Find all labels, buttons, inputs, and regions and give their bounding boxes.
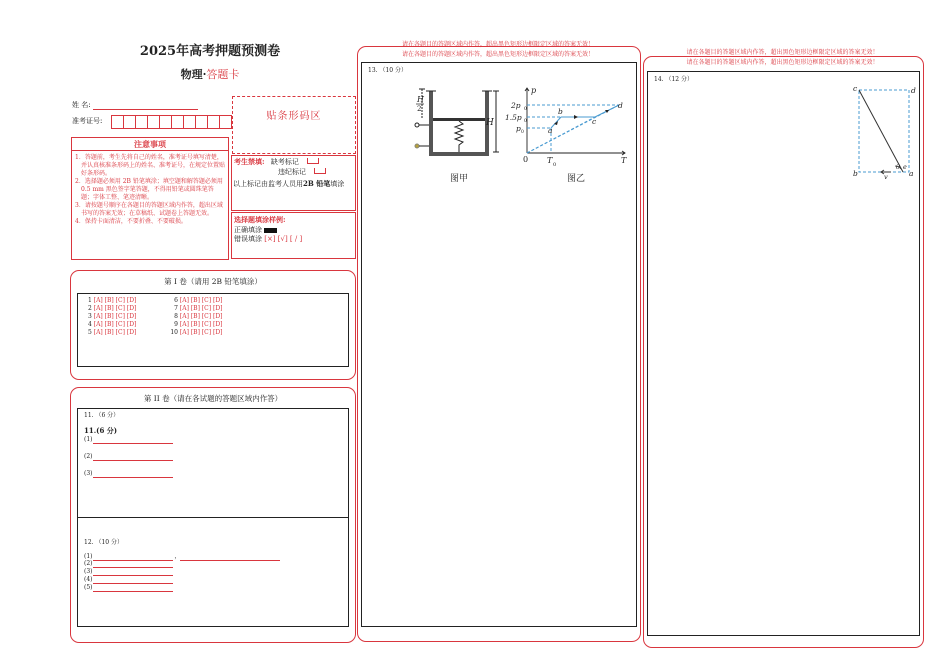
mc-row[interactable]: 7 [A] [B] [C] [D] bbox=[174, 305, 223, 312]
q12-blank-5: (5) bbox=[84, 583, 173, 592]
q13-figure-a bbox=[406, 83, 506, 188]
svg-text:0: 0 bbox=[524, 119, 527, 124]
label-H-half: H bbox=[417, 95, 424, 104]
svg-text:a: a bbox=[548, 126, 553, 135]
svg-text:v: v bbox=[884, 173, 888, 181]
svg-text:a: a bbox=[909, 169, 914, 178]
svg-text:c: c bbox=[853, 84, 858, 93]
q14-answer-area[interactable] bbox=[647, 71, 920, 636]
wrong-fill-marks: [×] [√] [ / ] bbox=[264, 235, 303, 243]
section-2-panel bbox=[70, 387, 356, 643]
q13-answer-area[interactable] bbox=[361, 62, 637, 627]
q13-header: 13. （10 分） bbox=[368, 67, 407, 74]
notice-item: 1．答题前，考生先将自己的姓名，准考证号填写清楚，并认真核准条形码上的姓名、准考证号，在规定位置贴好条形码。 bbox=[75, 154, 226, 177]
violation-note: 以上标记由监考人员用 bbox=[233, 180, 303, 188]
cheat-mark-box[interactable] bbox=[314, 168, 326, 174]
mc-column-left bbox=[88, 297, 136, 337]
q11-header: 11. （6 分） bbox=[84, 412, 120, 419]
svg-text:2p: 2p bbox=[511, 101, 521, 110]
figure-b-caption: 图乙 bbox=[567, 174, 586, 184]
mc-row[interactable]: 2 [A] [B] [C] [D] bbox=[88, 305, 137, 312]
q12-blank-4: (4) bbox=[84, 575, 173, 584]
mc-grid bbox=[77, 293, 349, 367]
violation-box: 考生禁填: 缺考标记 违纪标记 以上标记由监考人员用2B 铅笔填涂 bbox=[231, 155, 356, 211]
svg-text:p: p bbox=[516, 124, 521, 133]
notice-item: 3．请按题号顺序在各题目的答题区域内作答，超出区域书写的答案无效；在草稿纸、试题卷上答题无效。 bbox=[75, 202, 223, 217]
correct-fill-swatch bbox=[264, 228, 277, 233]
absent-label: 缺考标记 bbox=[270, 158, 299, 166]
figure-a-caption: 图甲 bbox=[450, 174, 469, 184]
violation-label: 考生禁填: bbox=[234, 157, 265, 166]
q12-blank-3: (3) bbox=[84, 567, 173, 576]
exam-number-row bbox=[72, 117, 102, 126]
wrong-fill-label: 错误填涂 bbox=[234, 235, 262, 243]
q11-answer-area[interactable] bbox=[77, 408, 349, 518]
section-1-panel bbox=[70, 270, 356, 380]
q11-blank-2: (2) bbox=[84, 452, 173, 461]
correct-fill-label: 正确填涂 bbox=[234, 226, 262, 234]
section-1-title: 第 I 卷（请用 2B 铅笔填涂） bbox=[164, 277, 262, 286]
mc-row[interactable]: 10 [A] [B] [C] [D] bbox=[170, 329, 223, 336]
svg-text:d: d bbox=[618, 101, 623, 110]
fill-example-title: 选择题填涂样例: bbox=[234, 215, 286, 224]
svg-text:0: 0 bbox=[524, 107, 527, 112]
svg-text:d: d bbox=[911, 86, 916, 95]
name-row bbox=[72, 101, 198, 110]
svg-text:c: c bbox=[592, 117, 597, 126]
mc-row[interactable]: 6 [A] [B] [C] [D] bbox=[174, 297, 223, 304]
mc-row[interactable]: 5 [A] [B] [C] [D] bbox=[88, 329, 137, 336]
svg-text:0: 0 bbox=[521, 130, 524, 135]
barcode-area bbox=[232, 96, 356, 154]
section-2-title: 第 II 卷（请在各试题的答题区域内作答） bbox=[143, 394, 283, 403]
notice-box bbox=[71, 137, 229, 260]
exam-number-label: 准考证号: bbox=[72, 117, 103, 125]
q12-blank-2: (2) bbox=[84, 559, 173, 568]
svg-text:b: b bbox=[853, 169, 858, 178]
svg-text:T: T bbox=[621, 156, 627, 165]
q13-figure-b bbox=[505, 83, 633, 188]
svg-text:b: b bbox=[558, 107, 563, 116]
mc-row[interactable]: 3 [A] [B] [C] [D] bbox=[88, 313, 137, 320]
svg-text:T: T bbox=[547, 156, 553, 165]
q12-blank-1: (1) ， bbox=[84, 552, 280, 561]
notice-item: 2．选择题必须用 2B 铅笔填涂；填空题和解答题必须用 0.5 mm 黑色签字笔答题，不得用铅笔或圆珠笔答题；字体工整、笔迹清晰。 bbox=[75, 178, 223, 201]
barcode-label: 贴条形码区 bbox=[266, 111, 322, 122]
fill-example-box bbox=[231, 212, 356, 259]
warning-right-1: 请在各题目的答题区域内作答，超出黑色矩形边框限定区域的答案无效！ bbox=[686, 49, 879, 56]
name-field[interactable] bbox=[93, 101, 198, 110]
label-H: H bbox=[486, 118, 494, 128]
mc-column-right bbox=[170, 297, 223, 337]
q11-bold-label: 11.(6 分) bbox=[84, 426, 118, 435]
mc-row[interactable]: 4 [A] [B] [C] [D] bbox=[88, 321, 137, 328]
absent-mark-box[interactable] bbox=[307, 158, 319, 164]
cheat-label: 违纪标记 bbox=[278, 168, 306, 176]
svg-text:0: 0 bbox=[553, 162, 557, 168]
svg-text:e: e bbox=[903, 163, 907, 171]
warning-top-1: 请在各题目的答题区域内作答，超出黑色矩形边框限定区域的答案无效！ bbox=[401, 41, 594, 48]
mc-row[interactable]: 1 [A] [B] [C] [D] bbox=[88, 297, 137, 304]
notice-item: 4．保持卡面清洁，不要折叠、不要破损。 bbox=[75, 218, 187, 225]
svg-text:p: p bbox=[531, 86, 537, 95]
svg-text:2: 2 bbox=[417, 105, 422, 113]
q11-blank-1: (1) bbox=[84, 435, 173, 444]
notice-title: 注意事项 bbox=[72, 138, 228, 151]
q12-answer-area[interactable] bbox=[77, 517, 349, 627]
svg-text:θ: θ bbox=[896, 163, 900, 171]
warning-top-2: 请在各题目的答题区域内作答，超出黑色矩形边框限定区域的答案无效！ bbox=[401, 51, 594, 58]
q14-header: 14. （12 分） bbox=[654, 76, 693, 83]
card-subtitle: 物理·答题卡 bbox=[180, 68, 240, 81]
warning-right-2: 请在各题目的答题区域内作答，超出黑色矩形边框限定区域的答案无效！ bbox=[686, 59, 879, 66]
mc-row[interactable]: 9 [A] [B] [C] [D] bbox=[174, 321, 223, 328]
q14-figure bbox=[851, 82, 917, 182]
exam-title: 2025年高考押题预测卷 bbox=[139, 44, 281, 59]
svg-text:0: 0 bbox=[523, 155, 529, 164]
name-label: 姓 名: bbox=[72, 101, 91, 109]
q11-blank-3: (3) bbox=[84, 469, 173, 478]
q12-header: 12. （10 分） bbox=[84, 539, 123, 546]
mc-row[interactable]: 8 [A] [B] [C] [D] bbox=[174, 313, 223, 320]
svg-text:1.5p: 1.5p bbox=[505, 113, 522, 122]
exam-number-boxes[interactable] bbox=[111, 115, 232, 129]
